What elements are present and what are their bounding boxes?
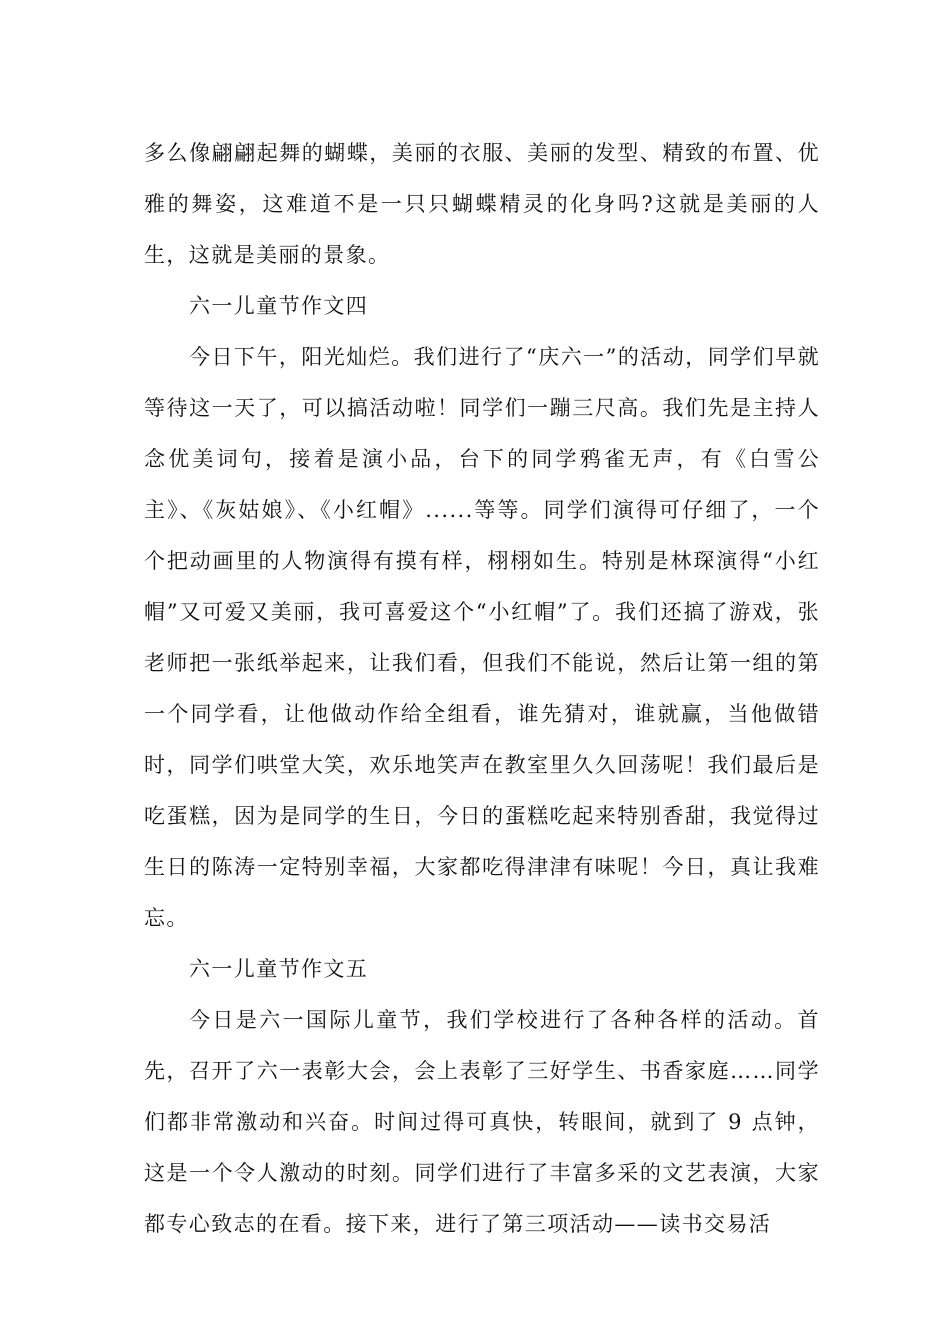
- section-heading: 六一儿童节作文四: [189, 294, 369, 318]
- body-paragraph: 多么像翩翩起舞的蝴蝶，美丽的衣服、美丽的发型、精致的布置、优雅的舞姿，这难道不是一只只蝴蝶精灵的化身吗?这就是美丽的人生，这就是美丽的景象。: [144, 141, 820, 267]
- body-paragraph: 今日是六一国际儿童节，我们学校进行了各种各样的活动。首先，召开了六一表彰大会，会上表彰了三好学生、书香家庭……同学们都非常激动和兴奋。时间过得可真快，转眼间，就到了 9 点钟，这是一个令人激动的时刻。同学们进行了丰富多采的文艺表演，大家都专心致志的在看。接下来，进行了第三项活动——读书交易活: [144, 1008, 820, 1236]
- section-heading: 六一儿童节作文五: [189, 957, 369, 981]
- document-body: [144, 128, 820, 1250]
- body-paragraph: 今日下午，阳光灿烂。我们进行了“庆六一”的活动，同学们早就等待这一天了，可以搞活动啦！同学们一蹦三尺高。我们先是主持人念优美词句，接着是演小品，台下的同学鸦雀无声，有《白雪公主》、《灰姑娘》、《小红帽》......等等。同学们演得可仔细了，一个个把动画里的人物演得有摸有样，栩栩如生。特别是林琛演得“小红帽”又可爱又美丽，我可喜爱这个“小红帽”了。我们还搞了游戏，张老师把一张纸举起来，让我们看，但我们不能说，然后让第一组的第一个同学看，让他做动作给全组看，谁先猜对，谁就赢，当他做错时，同学们哄堂大笑，欢乐地笑声在教室里久久回荡呢！我们最后是吃蛋糕，因为是同学的生日，今日的蛋糕吃起来特别香甜，我觉得过生日的陈涛一定特别幸福，大家都吃得津津有味呢！今日，真让我难忘。: [144, 345, 820, 930]
